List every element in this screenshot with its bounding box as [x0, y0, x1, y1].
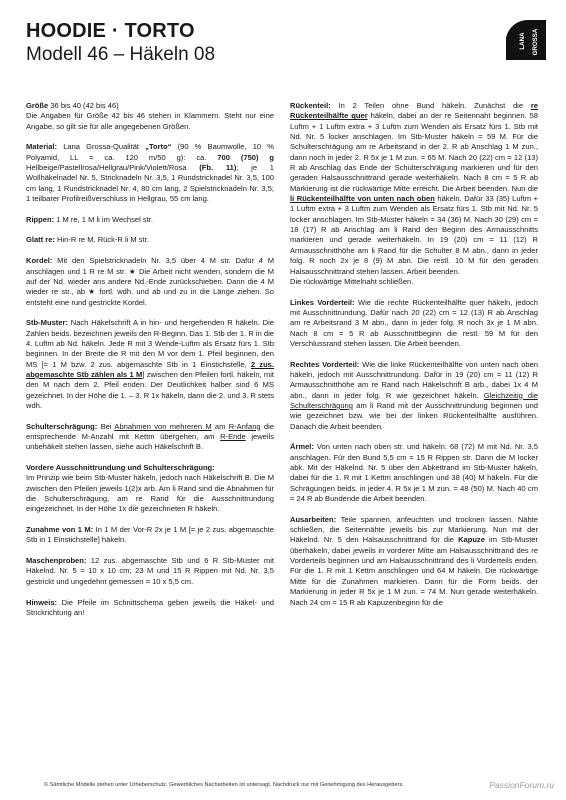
- section-text: Lana Grossa-Qualität: [57, 142, 146, 152]
- section-text: Nach Häkelschrift A in hin- und hergehenden R häkeln. Die Zahlen beids. bezeichnen jeweils den R-Beginn. Das 1. Stb der 1. R in die 4. Luftm ab Nd. häkeln. Jede R mit 3 Wende-Luftm als Ersatz fürs 1. Stb beginnen. In der Breite die R mit den M vor dem 1. Pfeil beginnen, den MS [= 1 M bzw. 2 zus. abgemaschte Stb in 1 Einstichstelle,: [26, 318, 274, 369]
- section-text: R-Anfang: [228, 421, 261, 431]
- section-heading: Maschenproben:: [26, 556, 87, 566]
- section-text: ; je 1 Wollhäkelnadel Nr. 5, Stricknadeln Nr. 3,5, 1 Rundstricknadel Nr. 3,5, 100 cm lang, 1 Rundstricknadel Nr. 4, 80 cm lang, 2 Spielstricknadeln Nr. 3,5; 1 teilbarer Profilreißverschluss in Hellgrau, 55 cm lang.: [26, 163, 274, 204]
- section-text: Gleichzeitig die Schulterschrägung: [290, 390, 538, 410]
- section-heading: Material:: [26, 142, 58, 152]
- section-heading: Ärmel:: [290, 442, 314, 452]
- section-heading: li Rückenteilhälfte von unten nach oben: [290, 194, 435, 204]
- section-heading: Rechtes Vorderteil:: [290, 359, 360, 369]
- section-text: R-Ende: [220, 432, 246, 441]
- section-paragraph: [26, 142, 274, 204]
- page-title: HOODIE · TORTO: [26, 20, 195, 42]
- section-text: am li Rand mit der Ausschnittrundung beginnen und wie gezeichnet bzw. wie bei der linken Rückenteilhälfte ausführen. Danach die Arbeit beenden.: [290, 400, 538, 431]
- section-text: 1 M re, 1 M li im Wechsel str.: [54, 214, 153, 224]
- section-paragraph: [26, 318, 274, 411]
- section-paragraph: [26, 235, 274, 245]
- section-text: im Stb-Muster überhäkeln, dabei jeweils in vorderer Mitte am Halsausschnittrand des re Vorderteils beginnen und am Halsausschnittrand des li Vorderteils enden. Für die 1. R mit 1 Kettm anschlingen und 64 M häkeln. Die rückwärtige Mitte für die Zunahmen markieren. Dann für die Form beids. der Markierung in jeder R 5x je 1 M zun. = 74 M. Nun gerade weiterhäkeln. Nach 24 cm = 15 R ab Kapuzenbeginn für die: [290, 535, 538, 607]
- lana-grossa-logo: [506, 20, 546, 60]
- section-heading: „Torto“: [145, 142, 172, 152]
- section-heading: 2 zus. abgemaschte Stb zählen als 1 M: [26, 359, 274, 379]
- section-heading: 700 (750) g: [217, 152, 275, 162]
- section-heading: Rippen:: [26, 214, 55, 224]
- section-text: jeweils unbehäkelt stehen lassen, siehe auch Häkelschrift B.: [26, 432, 274, 452]
- section-heading: Stb-Muster:: [26, 318, 68, 328]
- section-text: die entsprechende M-Anzahl mit Kettm übergehen, am: [26, 421, 274, 441]
- section-heading: re Rückenteilhälfte quer: [290, 101, 538, 121]
- section-text: ] zwischen den Pfeilen fortl. häkeln, mit den M nach dem 2. Pfeil enden. Der Deutlichkeit halber sind 6 MS gezeichnet. In der Höhe die 1. – 3. R 1x häkeln, dann die 2. und 3. R stets wdh.: [26, 369, 274, 410]
- section-text: Bei: [97, 421, 115, 431]
- section-heading: (Fb. 11): [199, 163, 237, 173]
- section-heading: Linkes Vorderteil:: [290, 297, 355, 307]
- section-paragraph: [26, 556, 274, 587]
- section-heading: Zunahme von 1 M:: [26, 525, 94, 535]
- section-paragraph: [26, 525, 274, 546]
- section-text: Im Prinzip wie beim Stb-Muster häkeln, jedoch nach Häkelschrift B. Die M zwischen den Pfeilen jeweils 1(2)x arb. Am li Rand sind die Abnahmen für die Schulterschrägung, am re Rand für die Ausschnittrundung eingezeichnet. In der Höhe 1x die gezeichneten R häkeln.: [26, 473, 274, 514]
- copyright-footer: © Sämtliche Modelle stehen unter Urheberschutz. Gewerbliches Nacharbeiten ist untersagt. Nachdruck nur mit Genehmigung des Herausgebers.: [44, 782, 404, 788]
- section-text: häkeln, dabei an der re Seitennaht beginnen. 58 Luftm + 1 Luftm extra + 3 Luftm zum Wenden als Ersatz fürs 1. Stb mit Nd. Nr. 5 locker anschlagen. Im Stb-Muster häkeln = 59 M. Für die Schulterschrägung am re Arbeitsrand in der 2. R ab Anschlag 1 M zun., dann noch in jeder 2. R 5x je 1 M zun. = 65 M. Nach 20 (22) cm = 12 (13) R ab Anschlag das Ende der Schulterschrägung markieren und für den geraden Halsausschnittrand gerade weiterhäkeln. Nach 8 cm = 5 R ab Markierung ist die rückwärtige Mitte erreicht. Die Arbeit beenden. Nun die: [290, 111, 538, 193]
- section-heading: Ausarbeiten:: [290, 514, 337, 524]
- section-heading: Hinweis:: [26, 597, 58, 607]
- section-paragraph: [290, 298, 538, 350]
- section-text: Die Pfeile im Schnittschema geben jeweils die Häkel- und Strickrichtung an!: [26, 597, 274, 617]
- section-text: häkeln. Dafür 33 (35) Luftm + 1 Luftm extra + 3 Luftm zum Wenden als Ersatz fürs 1. Stb mit Nd. Nr. 5 locker anschlagen. Im Stb-Muster häkeln = 34 (36) M. Nach 30 (29) cm = 18 (17) R ab Anschlag am li Rand den Beginn des Armausschnitts markieren und gerade weiterhäkeln. In 19 (20) cm = 11 (12) R Armausschnitthöhe am li Rand für die Schulter 8 M abn., dann in jeder folg. R noch 2x je 8 (9) M abn. Die restl. 10 M für den geraden Halsausschnittrand stehen lassen. Arbeit beenden.: [290, 194, 538, 276]
- section-text: Wie die rechte Rückenteilhälfte quer häkeln, jedoch mit Ausschnittrundung. Dafür nach 20 (22) cm = 12 (13) R ab Anschlag am re Arbeitsrand 3 M abn., dann in jeder folg. R noch 3x je 1 M abn. Nach 8 cm = 5 R ab Ausschnittbeginn die restl. 59 M für den Verschlussrand stehen lassen. Die Arbeit beenden.: [290, 297, 538, 348]
- watermark: PassionForum.ru: [489, 780, 554, 790]
- section-text: Von unten nach oben str. und häkeln. 68 (72) M mit Nd. Nr. 3,5 anschlagen. Für den Bund 5,5 cm = 15 R Rippen str. Dann die M locker abk. Mit der Häkelnd. Nr. 5 über den Abkettrand im Stb-Muster häkeln, dabei für die 1. R mit 1 Kettm anschlingen und 38 (40) M häkeln. Für die Schrägungen beids. in jeder 4. R 5x je 1 M zun. = 48 (50) M. Nach 40 cm = 24 R ab Bundende die Arbeit beenden.: [290, 442, 538, 504]
- section-text: (90 % Baumwolle, 10 % Polyamid, LL = ca. 120 m/50 g): ca.: [26, 142, 274, 162]
- section-paragraph: [290, 515, 538, 608]
- section-paragraph: [26, 463, 274, 515]
- section-paragraph: [290, 360, 538, 432]
- section-heading: Schulterschrägung:: [26, 421, 98, 431]
- section-paragraph: [26, 598, 274, 619]
- section-text: Hellbeige/Pastellrosa/Hellgrau/Pink/Violett/Rosa: [26, 163, 200, 173]
- section-text: Teile spannen, anfeuchten und trocknen lassen. Nähte schließen, die Seitennähte jeweils bis zur Markierung. Nun mit der Häkelnd. Nr. 5 den Halsausschnittrand für die: [290, 514, 538, 545]
- section-text: Abnahmen von mehreren M: [114, 421, 212, 431]
- page-subtitle: Modell 46 – Häkeln 08: [26, 44, 216, 65]
- section-heading: Rückenteil:: [290, 101, 331, 110]
- section-text: In 2 Teilen ohne Bund häkeln. Zunächst die: [330, 101, 531, 110]
- section-text: Hin-R re M, Rück-R li M str.: [54, 235, 149, 245]
- svg-text:GROSSA: GROSSA: [532, 28, 539, 56]
- section-heading: Kordel:: [26, 256, 53, 266]
- section-heading: Kapuze: [458, 535, 485, 545]
- section-text: Die Angaben für Größe 42 bis 46 stehen in Klammern. Steht nur eine Angabe, so gilt sie für alle angegebenen Größen.: [26, 111, 274, 131]
- page-header: [26, 20, 546, 78]
- section-heading: Vordere Ausschnittrundung und Schulterschrägung:: [26, 463, 215, 473]
- section-text: 36 bis 40 (42 bis 46): [48, 101, 119, 110]
- section-paragraph: [26, 215, 274, 225]
- section-paragraph: [26, 101, 274, 132]
- section-heading: Glatt re:: [26, 235, 55, 245]
- left-column: [26, 101, 274, 629]
- section-text: Wie die linke Rückenteilhälfte von unten nach oben häkeln, jedoch mit Ausschnittrundung. Dafür in 19 (20) cm = 11 (12) R Armausschnitthöhe am re Rand nach Häkelschrift B arb., dabei 1x 4 M abn., dann in jeder folg. R wie gezeichnet häkeln.: [290, 359, 538, 400]
- section-text: am: [211, 421, 229, 431]
- section-paragraph: [26, 422, 274, 453]
- section-paragraph: [290, 442, 538, 504]
- section-paragraph: [26, 256, 274, 308]
- section-text: 12 zus. abgemaschte Stb und 6 R Stb-Muster mit Häkelnd. Nr. 5 = 10 x 10 cm; 23 M und 15 R Rippen mit Nd. Nr. 3,5 gestrickt und ungedehnt gemessen = 10 x 5,5 cm.: [26, 556, 274, 586]
- section-heading: Größe: [26, 101, 49, 110]
- svg-text:LANA: LANA: [519, 32, 526, 50]
- section-paragraph: [290, 101, 538, 287]
- section-text: In 1 M der Vor-R 2x je 1 M [= je 2 zus. abgemaschte Stb in 1 Einstichstelle] häkeln.: [26, 525, 275, 545]
- section-text: Die rückwärtige Mittelnaht schließen.: [290, 276, 414, 286]
- right-column: [290, 101, 538, 618]
- section-text: Mit den Spielstricknadeln Nr. 3,5 über 4 M str. Dafür 4 M anschlagen und 1 R re M str. ★ Die Arbeit nicht wenden, sondern die M auf der Nd. wieder ans andere Nd.-Ende zurückschieben. Dann die 4 M wieder re str., ab ★ fortl. wdh. und ab und zu in die Länge ziehen. So entsteht eine rund gestrickte Kordel.: [26, 256, 274, 307]
